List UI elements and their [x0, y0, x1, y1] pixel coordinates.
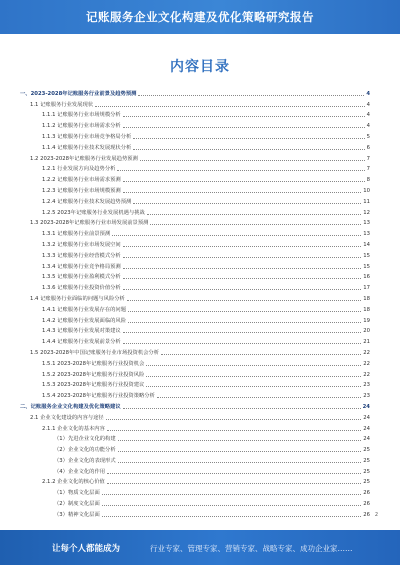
- toc-entry[interactable]: [20, 507, 370, 518]
- toc-entry[interactable]: [20, 485, 370, 496]
- footer-banner: [0, 530, 400, 565]
- toc-entry-page: 11: [363, 198, 370, 205]
- toc-leader-dots: [123, 192, 362, 193]
- toc-leader-dots: [123, 127, 365, 128]
- toc-entry-title: 1.1.4 记账服务行业技术发展现状分析: [42, 144, 132, 151]
- toc-leader-dots: [123, 343, 362, 344]
- toc-leader-dots: [123, 289, 362, 290]
- toc-entry-page: 24: [362, 403, 370, 410]
- toc-leader-dots: [123, 278, 362, 279]
- toc-leader-dots: [146, 376, 361, 377]
- toc-entry-title: （2）企业文化的功能分析: [54, 447, 116, 454]
- toc-leader-dots: [123, 408, 361, 409]
- toc-entry-page: 17: [363, 285, 370, 292]
- toc-entry-title: 1.5.2 2023-2028年记账服务行业投资风险: [42, 371, 145, 378]
- toc-entry-page: 4: [366, 112, 370, 119]
- toc-entry[interactable]: [20, 97, 370, 108]
- toc-entry[interactable]: [20, 291, 370, 302]
- toc-leader-dots: [150, 224, 361, 225]
- toc-entry-page: 26: [363, 501, 370, 508]
- toc-entry[interactable]: [20, 205, 370, 216]
- header-banner: [0, 0, 400, 34]
- toc-entry-page: 8: [366, 177, 370, 184]
- toc-entry-title: 1.3.4 记账服务行业竞争格局预测: [42, 263, 121, 270]
- toc-entry-title: 1.1.2 记账服务行业市场需求分析: [42, 123, 121, 130]
- toc-leader-dots: [140, 160, 365, 161]
- toc-entry-page: 24: [363, 436, 370, 443]
- toc-leader-dots: [123, 268, 362, 269]
- toc-entry-title: 1.4.1 记账服务行业发展存在的问题: [42, 306, 127, 313]
- toc-leader-dots: [133, 203, 361, 204]
- toc-entry-page: 18: [363, 295, 370, 302]
- toc-leader-dots: [123, 246, 362, 247]
- toc-entry-page: 6: [366, 144, 370, 151]
- toc-entry-title: 二、记账服务企业文化构建及优化策略建议: [20, 403, 121, 410]
- toc-entry[interactable]: [20, 216, 370, 227]
- toc-entry[interactable]: [20, 475, 370, 486]
- toc-entry-title: 1.1 记账服务行业发展现状: [30, 101, 94, 108]
- toc-entry-page: 14: [363, 241, 370, 248]
- toc-entry[interactable]: [20, 421, 370, 432]
- toc-entry-title: 1.4.2 记账服务行业发展面临的风险: [42, 317, 127, 324]
- toc-leader-dots: [118, 440, 362, 441]
- toc-entry[interactable]: [20, 129, 370, 140]
- toc-entry-title: 1.5.3 2023-2028年记账服务行业投资建议: [42, 382, 145, 389]
- toc-entry-title: （1）先进企业文化的构建: [54, 436, 116, 443]
- toc-leader-dots: [107, 430, 361, 431]
- toc-entry-page: 23: [363, 393, 370, 400]
- toc-entry-page: 24: [363, 425, 370, 432]
- toc-entry[interactable]: [20, 302, 370, 313]
- toc-entry[interactable]: [20, 270, 370, 281]
- toc-entry-title: 1.4.4 记账服务行业发展前景分析: [42, 339, 121, 346]
- toc-entry-title: （4）企业文化的作用: [54, 468, 106, 475]
- toc-entry-title: 1.2.1 行业发展方向及趋势分析: [42, 166, 116, 173]
- toc-leader-dots: [133, 149, 364, 150]
- toc-entry[interactable]: [20, 378, 370, 389]
- toc-entry-page: 25: [363, 457, 370, 464]
- toc-leader-dots: [107, 473, 361, 474]
- toc-entry-title: 1.2.5 2023年记账服务行业发展机遇与挑战: [42, 209, 145, 216]
- toc-entry-title: 1.1.1 记账服务行业市场规模分析: [42, 112, 121, 119]
- toc-entry-title: （2）制度文化层面: [54, 501, 100, 508]
- toc-leader-dots: [95, 106, 365, 107]
- toc-entry-title: 2.1.1 企业文化的基本内容: [42, 425, 105, 432]
- toc-entry-page: 22: [363, 360, 370, 367]
- toc-entry[interactable]: [20, 464, 370, 475]
- toc-entry-title: 1.3 2023-2028年记账服务行业市场发展前景预测: [30, 220, 149, 227]
- toc-leader-dots: [107, 483, 361, 484]
- toc-entry-page: 16: [363, 274, 370, 281]
- toc-entry-title: 1.2.2 记账服务行业市场需求预测: [42, 177, 121, 184]
- toc-entry[interactable]: [20, 151, 370, 162]
- toc-leader-dots: [147, 214, 361, 215]
- toc-entry-page: 13: [363, 220, 370, 227]
- toc-leader-dots: [102, 516, 362, 517]
- toc-entry[interactable]: [20, 345, 370, 356]
- toc-entry[interactable]: [20, 453, 370, 464]
- toc-entry[interactable]: [20, 248, 370, 259]
- toc-entry-page: 23: [363, 382, 370, 389]
- toc-entry-page: 7: [366, 155, 370, 162]
- toc-entry[interactable]: [20, 259, 370, 270]
- toc-leader-dots: [123, 116, 365, 117]
- toc-leader-dots: [161, 354, 361, 355]
- toc-leader-dots: [102, 505, 362, 506]
- toc-entry-page: 26: [363, 490, 370, 497]
- toc-entry-title: 1.3.3 记账服务行业经营模式分析: [42, 252, 121, 259]
- toc-leader-dots: [146, 386, 361, 387]
- toc-leader-dots: [138, 95, 364, 96]
- toc-entry[interactable]: [20, 108, 370, 119]
- toc-entry[interactable]: [20, 410, 370, 421]
- toc-leader-dots: [102, 494, 362, 495]
- toc-entry[interactable]: [20, 86, 370, 97]
- toc-heading: 内容目录: [170, 59, 230, 75]
- toc-entry-title: （3）精神文化层面: [54, 511, 100, 518]
- toc-entry-page: 12: [363, 209, 370, 216]
- toc-entry[interactable]: [20, 118, 370, 129]
- toc-entry-title: （1）物质文化层面: [54, 490, 100, 497]
- toc-entry-title: 1.3.5 记账服务行业盈利模式分析: [42, 274, 121, 281]
- toc-entry-title: 1.2.3 记账服务行业市场规模预测: [42, 187, 121, 194]
- toc-entry-page: 5: [366, 133, 370, 140]
- toc-entry-page: 25: [363, 479, 370, 486]
- toc-entry-page: 13: [363, 231, 370, 238]
- toc-entry-page: 25: [363, 447, 370, 454]
- toc-entry[interactable]: [20, 280, 370, 291]
- toc-leader-dots: [128, 311, 361, 312]
- toc-entry[interactable]: [20, 172, 370, 183]
- report-title: 记账服务企业文化构建及优化策略研究报告: [86, 10, 314, 24]
- toc-entry-title: 一、2023-2028年记账服务行业前景及趋势预测: [20, 90, 137, 97]
- toc-leader-dots: [127, 300, 361, 301]
- toc-entry-title: 1.2.4 记账服务行业技术发展趋势预测: [42, 198, 132, 205]
- toc-entry[interactable]: [20, 140, 370, 151]
- toc-entry-title: 1.5 2023-2028年中国记账服务行业市场投资机会分析: [30, 349, 160, 356]
- toc-entry-title: 1.3.6 记账服务行业投资价值分析: [42, 285, 121, 292]
- toc-entry-page: 18: [363, 306, 370, 313]
- toc-entry-page: 22: [363, 371, 370, 378]
- toc-entry-title: 1.4 记账服务行业面临的问题与风险分析: [30, 295, 125, 302]
- toc-entry-page: 20: [363, 328, 370, 335]
- toc-entry[interactable]: [20, 183, 370, 194]
- toc-leader-dots: [123, 332, 362, 333]
- toc-entry[interactable]: [20, 226, 370, 237]
- toc-entry-page: 4: [366, 123, 370, 130]
- toc-entry[interactable]: [20, 432, 370, 443]
- toc-leader-dots: [128, 322, 361, 323]
- toc-entry[interactable]: [20, 334, 370, 345]
- toc-entry[interactable]: [20, 399, 370, 410]
- toc-entry-page: 4: [366, 101, 370, 108]
- toc-entry[interactable]: [20, 388, 370, 399]
- toc-leader-dots: [157, 397, 361, 398]
- toc-entry-page: 15: [363, 263, 370, 270]
- toc-leader-dots: [146, 365, 361, 366]
- toc-entry-title: 1.4.3 记账服务行业发展对策建议: [42, 328, 121, 335]
- toc-leader-dots: [106, 419, 362, 420]
- toc-entry-title: 1.2 2023-2028年记账服务行业发展趋势预测: [30, 155, 138, 162]
- toc-entry[interactable]: [20, 442, 370, 453]
- toc-entry-page: 25: [363, 468, 370, 475]
- page-number: 2: [374, 512, 378, 518]
- toc-entry[interactable]: [20, 313, 370, 324]
- toc-entry-title: 2.1.2 企业文化的核心价值: [42, 479, 105, 486]
- toc-entry-page: 10: [363, 187, 370, 194]
- toc-leader-dots: [133, 138, 364, 139]
- toc-entry[interactable]: [20, 194, 370, 205]
- toc-entry-title: 1.3.2 记账服务行业市场发展空间: [42, 241, 121, 248]
- toc-entry-title: 2.1 企业文化建设的内容与途径: [30, 414, 104, 421]
- toc-entry-title: （3）企业文化的表现形式: [54, 457, 116, 464]
- toc-leader-dots: [112, 235, 361, 236]
- toc-entry[interactable]: [20, 356, 370, 367]
- toc-entry-page: 26: [363, 511, 370, 518]
- toc-entry-page: 19: [363, 317, 370, 324]
- toc-entry-page: 21: [363, 339, 370, 346]
- toc-entry-page: 4: [366, 90, 370, 97]
- toc-leader-dots: [118, 451, 362, 452]
- toc-leader-dots: [123, 181, 365, 182]
- toc-entry-page: 7: [366, 166, 370, 173]
- toc-entry-page: 15: [363, 252, 370, 259]
- toc-entry[interactable]: [20, 237, 370, 248]
- toc-leader-dots: [117, 170, 364, 171]
- toc-entry-title: 1.1.3 记账服务行业市场竞争格局分析: [42, 133, 132, 140]
- toc-entry[interactable]: [20, 367, 370, 378]
- toc-leader-dots: [123, 257, 362, 258]
- footer-slogan: 让每个人都能成为: [52, 544, 121, 554]
- toc-entry-page: 22: [363, 349, 370, 356]
- table-of-contents: [20, 86, 370, 518]
- footer-tagline: 行业专家、管理专家、营销专家、战略专家、成功企业家……: [150, 544, 353, 553]
- toc-entry[interactable]: [20, 496, 370, 507]
- toc-entry-page: 24: [363, 414, 370, 421]
- toc-entry[interactable]: [20, 324, 370, 335]
- toc-leader-dots: [118, 462, 362, 463]
- toc-entry[interactable]: [20, 162, 370, 173]
- toc-entry-title: 1.5.1 2023-2028年记账服务行业投资机会: [42, 360, 145, 367]
- toc-entry-title: 1.3.1 记账服务行业前景预测: [42, 231, 111, 238]
- toc-entry-title: 1.5.4 2023-2028年记账服务行业投资策略分析: [42, 393, 155, 400]
